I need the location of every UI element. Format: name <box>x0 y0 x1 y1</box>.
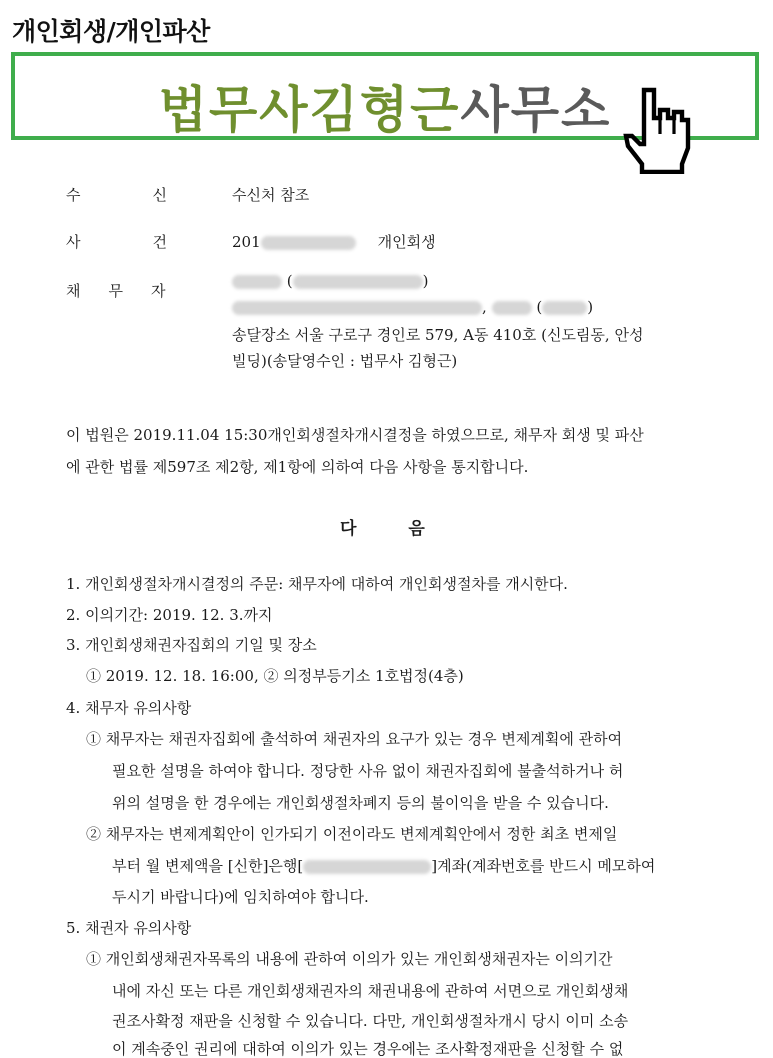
redacted-resident-number <box>293 275 423 289</box>
debtor-label: 채 무 자 <box>66 282 166 300</box>
category-label: 개인회생/개인파산 <box>12 17 210 46</box>
item-5-1-line-b: 내에 자신 또는 다른 개인회생채권자의 채권내용에 관하여 서면으로 개인회생채 <box>112 982 629 1000</box>
item-2: 2. 이의기간: 2019. 12. 3.까지 <box>66 606 273 624</box>
redacted-case-number <box>261 236 356 250</box>
section-heading: 다음 <box>340 519 477 539</box>
recipient-value: 수신처 참조 <box>232 186 310 204</box>
redacted-address <box>232 301 482 315</box>
item-3: 3. 개인회생채권자집회의 기일 및 장소 <box>66 636 317 654</box>
item-4-1-line-c: 위의 설명을 한 경우에는 개인회생절차폐지 등의 불이익을 받을 수 있습니다. <box>112 794 609 812</box>
notice-line-2: 에 관한 법률 제597조 제2항, 제1항에 의하여 다음 사항을 통지합니다. <box>66 458 529 476</box>
item-4-2-line-a: ② 채무자는 변제계획안이 인가되기 이전이라도 변제계획안에서 정한 최초 변제일 <box>86 825 618 843</box>
notice-line-1: 이 법원은 2019.11.04 15:30개인회생절차개시결정을 하였으므로, 채무자 회생 및 파산 <box>66 426 644 444</box>
redacted-account-number <box>303 860 431 874</box>
item-4-2-line-b: 부터 월 변제액을 [신한]은행[ ]계좌(계좌번호를 반드시 메모하여 <box>112 857 656 875</box>
redacted-postal-code <box>542 301 587 315</box>
delivery-line-2: 빌딩)(송달영수인 : 법무사 김형근) <box>232 352 458 370</box>
item-4-1-line-a: ① 채무자는 채권자집회에 출석하여 채권자의 요구가 있는 경우 변제계획에 관하여 <box>86 730 623 748</box>
office-name-part3: 사무소 <box>460 81 612 139</box>
office-name-part2: 김형근 <box>309 81 461 139</box>
item-4-2-line-c: 두시기 바랍니다)에 임치하여야 합니다. <box>112 888 369 906</box>
item-5-1-line-c: 권조사확정 재판을 신청할 수 있습니다. 다만, 개인회생절차개시 당시 이미 소송 <box>112 1012 629 1030</box>
redacted-address-detail <box>492 301 532 315</box>
item-5: 5. 채권자 유의사항 <box>66 919 192 937</box>
case-value: 201 개인회생 <box>232 233 436 251</box>
item-4: 4. 채무자 유의사항 <box>66 699 192 717</box>
redacted-debtor-name <box>232 275 282 289</box>
item-5-1-line-a: ① 개인회생채권자목록의 내용에 관하여 이의가 있는 개인회생채권자는 이의기간 <box>86 950 613 968</box>
debtor-name-line: ( ) <box>232 272 429 290</box>
delivery-line-1: 송달장소 서울 구로구 경인로 579, A동 410호 (신도림동, 안성 <box>232 326 644 344</box>
case-label: 사 건 <box>66 233 167 251</box>
office-name-part1: 법무사 <box>158 81 310 139</box>
item-1: 1. 개인회생절차개시결정의 주문: 채무자에 대하여 개인회생절차를 개시한다. <box>66 575 568 593</box>
debtor-address-line: , ( ) <box>232 298 593 316</box>
hand-pointer-icon <box>618 86 694 174</box>
recipient-label: 수 신 <box>66 186 167 204</box>
item-3-sub: ① 2019. 12. 18. 16:00, ② 의정부등기소 1호법정(4층) <box>86 667 464 685</box>
item-5-1-line-d: 이 계속중인 권리에 대하여 이의가 있는 경우에는 조사확정재판을 신청할 수 없 <box>112 1040 624 1058</box>
item-4-1-line-b: 필요한 설명을 하여야 합니다. 정당한 사유 없이 채권자집회에 불출석하거나 허 <box>112 762 624 780</box>
